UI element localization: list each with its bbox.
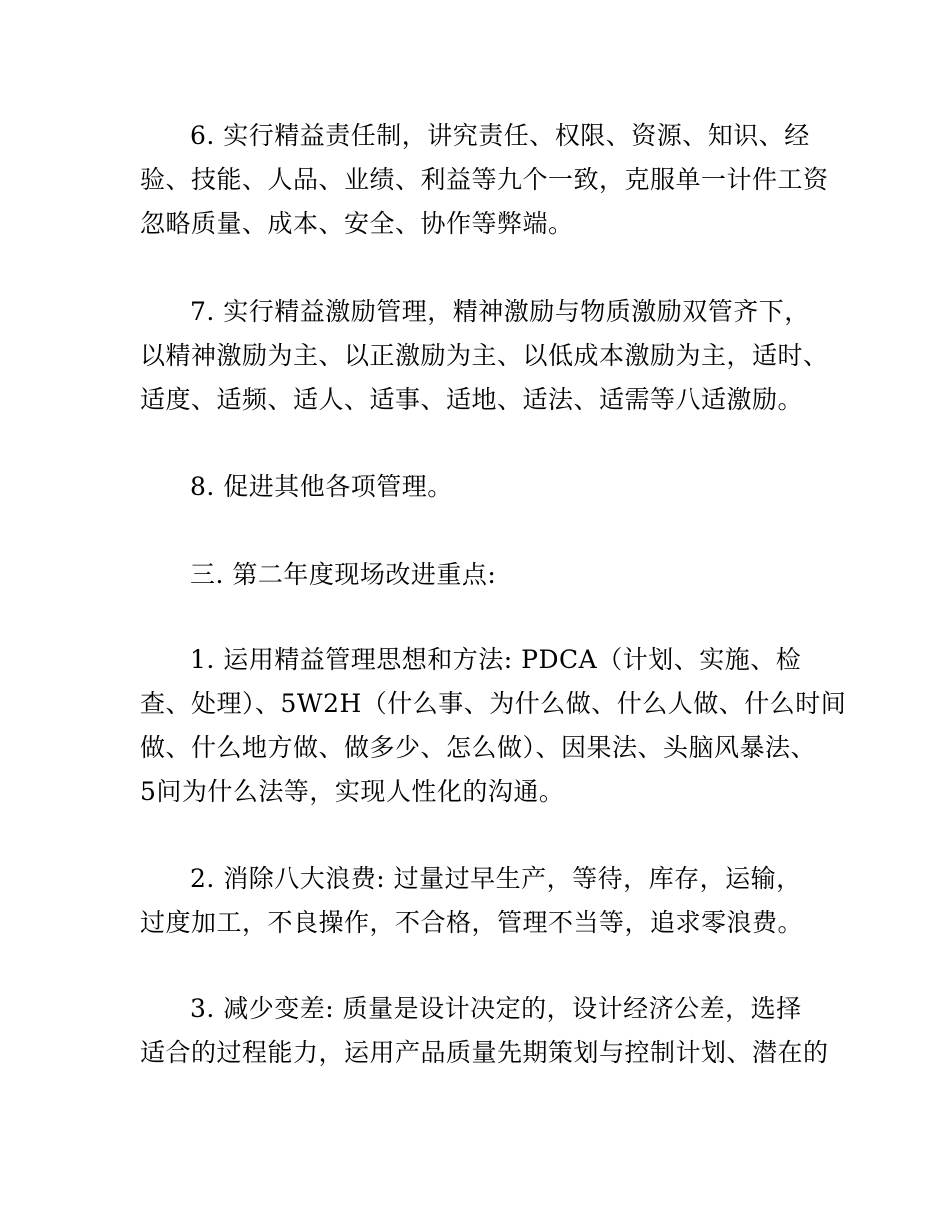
paragraph-line: 3. 减少变差: 质量是设计决定的，设计经济公差，选择 bbox=[190, 994, 802, 1023]
paragraph-line: 适度、适频、适人、适事、适地、适法、适需等八适激励。 bbox=[140, 385, 804, 414]
paragraph-1-lean-methods bbox=[140, 638, 847, 814]
paragraph-line: 8. 促进其他各项管理。 bbox=[190, 472, 453, 501]
paragraph-line: 做、什么地方做、做多少、怎么做）、因果法、头脑风暴法、 bbox=[140, 733, 817, 762]
paragraph-2-eliminate-waste bbox=[140, 857, 820, 945]
paragraph-line: 验、技能、人品、业绩、利益等九个一致，克服单一计件工资 bbox=[140, 165, 829, 194]
paragraph-line: 适合的过程能力，运用产品质量先期策划与控制计划、潜在的 bbox=[140, 1038, 829, 1067]
section-heading: 三. 第二年度现场改进重点: bbox=[190, 560, 497, 589]
paragraph-line: 以精神激励为主、以正激励为主、以低成本激励为主，适时、 bbox=[140, 341, 829, 370]
paragraph-8-other-management bbox=[140, 465, 820, 509]
paragraph-line: 5问为什么法等，实现人性化的沟通。 bbox=[140, 777, 565, 806]
paragraph-3-reduce-variation bbox=[140, 987, 829, 1075]
paragraph-line: 过度加工，不良操作，不合格，管理不当等，追求零浪费。 bbox=[140, 908, 804, 937]
paragraph-line: 2. 消除八大浪费: 过量过早生产，等待，库存，运输， bbox=[190, 864, 802, 893]
paragraph-line: 1. 运用精益管理思想和方法: PDCA（计划、实施、检 bbox=[190, 645, 802, 674]
paragraph-line: 7. 实行精益激励管理，精神激励与物质激励双管齐下， bbox=[190, 297, 810, 326]
paragraph-6-responsibility bbox=[140, 114, 829, 246]
paragraph-line: 查、处理）、5W2H（什么事、为什么做、什么人做、什么时间 bbox=[140, 689, 847, 718]
section-heading-3 bbox=[140, 553, 820, 597]
paragraph-7-incentive bbox=[140, 290, 829, 422]
paragraph-line: 忽略质量、成本、安全、协作等弊端。 bbox=[140, 209, 574, 238]
paragraph-line: 6. 实行精益责任制，讲究责任、权限、资源、知识、经 bbox=[190, 121, 810, 150]
